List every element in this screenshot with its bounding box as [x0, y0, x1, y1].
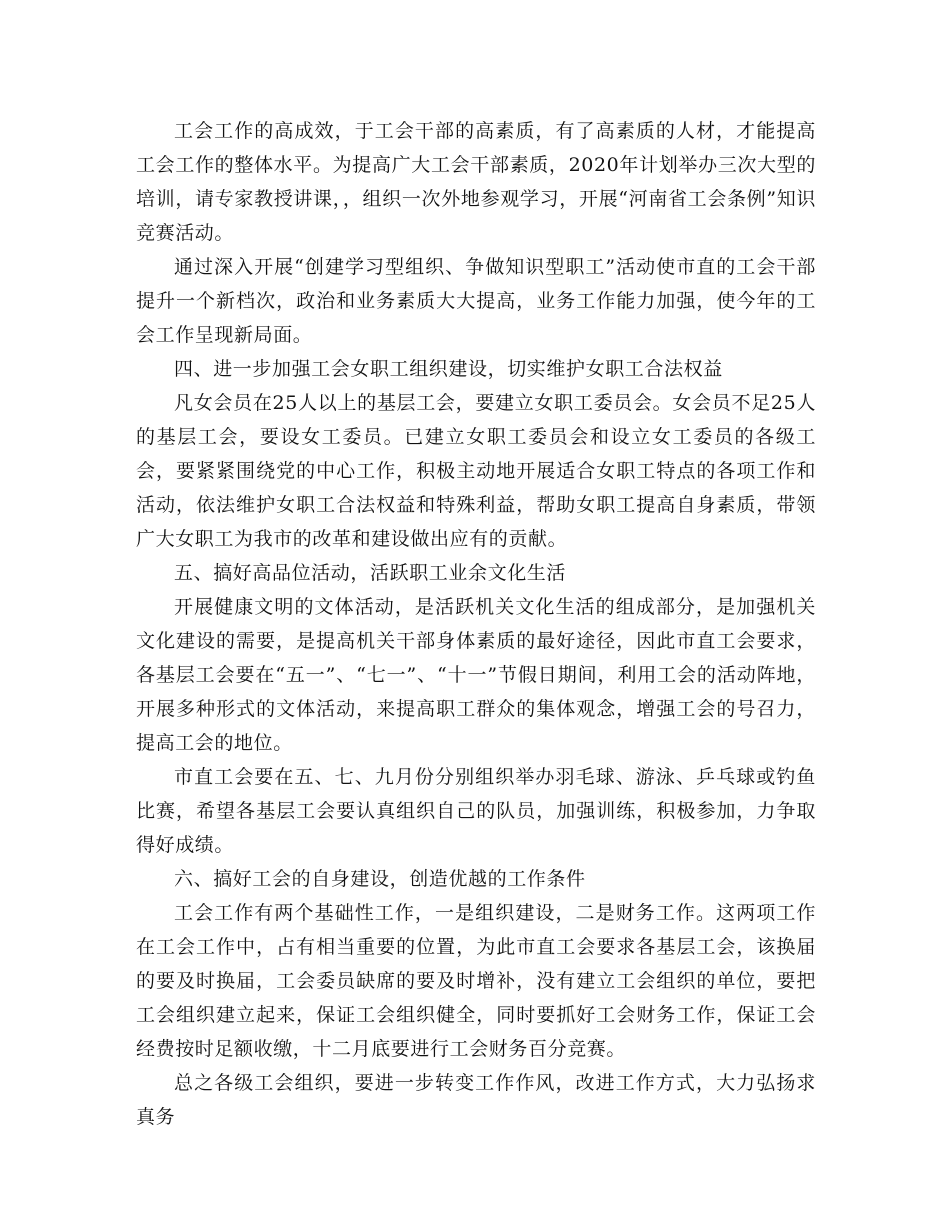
paragraph-competitions: 市直工会要在五、七、九月份分别组织举办羽毛球、游泳、乒乓球或钓鱼比赛，希望各基层工会要认真组织自己的队员，加强训练，积极参加，力争取得好成绩。	[136, 766, 816, 856]
paragraph-cultural-sports: 开展健康文明的文体活动，是活跃机关文化生活的组成部分，是加强机关文化建设的需要，是提高机关干部身体素质的最好途径，因此市直工会要求，各基层工会要在“五一”、“七一”、“十一”节假日期间，利用工会的活动阵地，开展多种形式的文体活动，来提高职工群众的集体观念，增强工会的号召力，提高工会的地位。	[136, 596, 816, 754]
paragraph-conclusion: 总之各级工会组织，要进一步转变工作作风，改进工作方式，大力弘扬求真务	[136, 1072, 816, 1128]
section-heading-women-workers: 四、进一步加强工会女职工组织建设，切实维护女职工合法权益	[174, 358, 723, 380]
paragraph-women-committee: 凡女会员在25人以上的基层工会，要建立女职工委员会。女会员不足25人的基层工会，要设女工委员。已建立女职工委员会和设立女工委员的各级工会，要紧紧围绕党的中心工作，积极主动地开展适合女职工特点的各项工作和活动，依法维护女职工合法权益和特殊利益，帮助女职工提高自身素质，带领广大女职工为我市的改革和建设做出应有的贡献。	[136, 392, 816, 550]
document-page	[136, 114, 816, 1134]
paragraph-cadre-training: 工会工作的高成效，于工会干部的高素质，有了高素质的人材，才能提高工会工作的整体水平。为提高广大工会干部素质，2020年计划举办三次大型的培训，请专家教授讲课，，组织一次外地参观学习，开展“河南省工会条例”知识竞赛活动。	[136, 120, 816, 244]
section-heading-self-building: 六、搞好工会的自身建设，创造优越的工作条件	[174, 868, 586, 890]
paragraph-learning-organization: 通过深入开展“创建学习型组织、争做知识型职工”活动使市直的工会干部提升一个新档次，政治和业务素质大大提高，业务工作能力加强，使今年的工会工作呈现新局面。	[136, 256, 816, 346]
section-heading-cultural-activities: 五、搞好高品位活动，活跃职工业余文化生活	[174, 562, 567, 584]
paragraph-organization-finance: 工会工作有两个基础性工作，一是组织建设，二是财务工作。这两项工作在工会工作中，占有相当重要的位置，为此市直工会要求各基层工会，该换届的要及时换届，工会委员缺席的要及时增补，没有建立工会组织的单位，要把工会组织建立起来，保证工会组织健全，同时要抓好工会财务工作，保证工会经费按时足额收缴，十二月底要进行工会财务百分竞赛。	[136, 902, 816, 1060]
